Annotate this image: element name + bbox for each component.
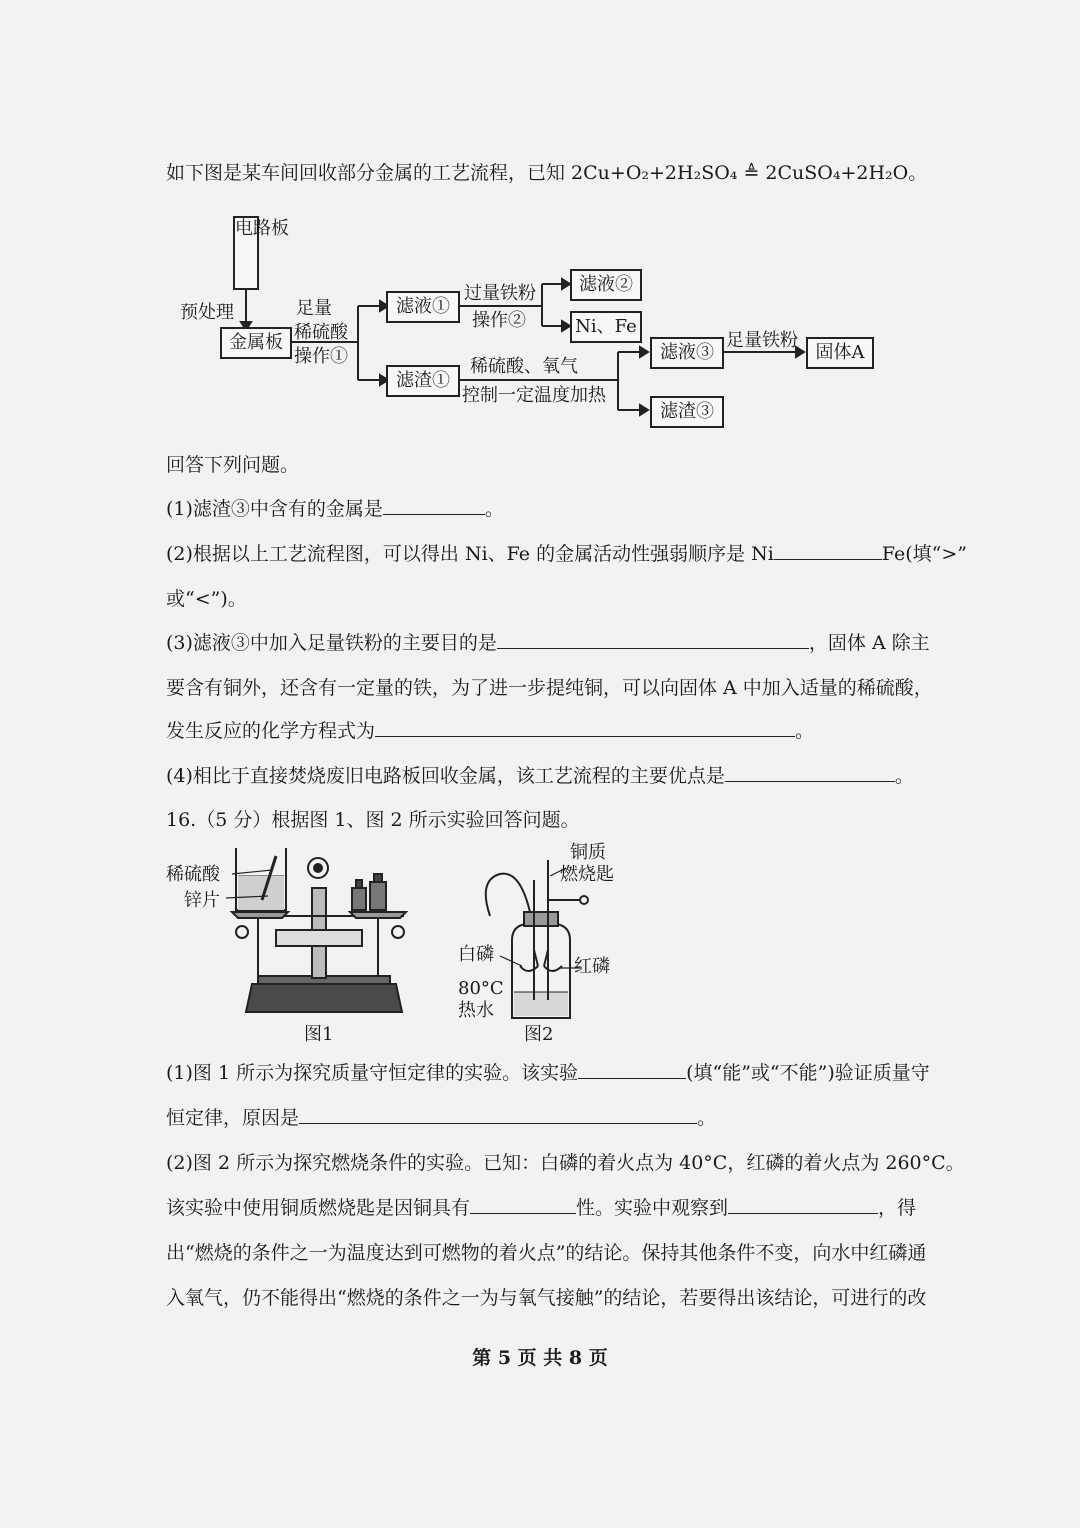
question-2-line2: 或“<”)。 [166, 588, 247, 610]
q1-text: (1)滤渣③中含有的金属是 [166, 498, 383, 520]
fig2-water-label: 热水 [458, 1000, 494, 1021]
intro-text: 如下图是某车间回收部分金属的工艺流程，已知 2Cu+O₂+2H₂SO₄ ≜ 2CuSO₄+2H₂O。 [166, 162, 928, 184]
q1-end: 。 [484, 498, 504, 520]
page-footer: 第 5 页 共 8 页 [472, 1347, 608, 1369]
p1-line2-text: 恒定律，原因是 [166, 1107, 300, 1129]
step2-op-label: 操作② [472, 310, 526, 331]
part-2-line3: 出“燃烧的条件之一为温度达到可燃物的着火点”的结论。保持其他条件不变，向水中红磷通 [166, 1242, 927, 1264]
filtrate2-box: 滤液② [570, 269, 642, 301]
step1-op-label: 操作① [294, 346, 348, 367]
step1-reagent2-label: 稀硫酸 [294, 322, 348, 343]
p2-blank-2[interactable] [728, 1195, 878, 1214]
step3-condition-label: 控制一定温度加热 [462, 385, 606, 406]
p1-text: (1)图 1 所示为探究质量守恒定律的实验。该实验 [166, 1062, 579, 1084]
q3-line3-text: 发生反应的化学方程式为 [166, 720, 376, 742]
step3-reagent-label: 稀硫酸、氧气 [470, 356, 578, 377]
p1-blank-2[interactable] [299, 1105, 697, 1124]
filtrate1-box: 滤液① [386, 291, 460, 323]
circuit-board-box: 电路板 [233, 216, 259, 290]
q4-end: 。 [894, 765, 914, 787]
p1-mid: (填“能”或“不能”)验证质量守 [686, 1062, 930, 1084]
q2-end: Fe(填“>” [881, 543, 967, 565]
part-2-line1: (2)图 2 所示为探究燃烧条件的实验。已知：白磷的着火点为 40°C，红磷的着火点为 260°C。 [166, 1152, 965, 1174]
step2-reagent-label: 过量铁粉 [464, 283, 536, 304]
fig1-zinc-label: 锌片 [184, 890, 220, 911]
part-2-line2 [166, 1195, 956, 1221]
p2-line2b: 性。实验中观察到 [576, 1197, 729, 1219]
pretreat-label: 预处理 [180, 302, 234, 323]
fig2-red-phosphorus-label: 红磷 [574, 956, 610, 977]
fig2-temp-label: 80°C [458, 978, 504, 999]
step1-reagent-label: 足量 [296, 298, 332, 319]
p2-blank-1[interactable] [470, 1195, 576, 1214]
p2-line2a: 该实验中使用铜质燃烧匙是因铜具有 [166, 1197, 471, 1219]
fig1-acid-label: 稀硫酸 [166, 864, 220, 885]
q4-text: (4)相比于直接焚烧废旧电路板回收金属，该工艺流程的主要优点是 [166, 765, 725, 787]
fig1-caption: 图1 [304, 1024, 334, 1045]
step4-reagent-label: 足量铁粉 [726, 330, 798, 351]
p2-line2c: ，得 [878, 1197, 917, 1219]
fig2-white-phosphorus-label: 白磷 [458, 944, 494, 965]
fig2-caption: 图2 [524, 1024, 554, 1045]
q3-end: 。 [795, 720, 815, 742]
q3-mid: ，固体 A 除主 [808, 632, 930, 654]
answer-prompt: 回答下列问题。 [166, 454, 300, 476]
residue1-box: 滤渣① [386, 365, 460, 397]
question-3-line2: 要含有铜外，还含有一定量的铁，为了进一步提纯铜，可以向固体 A 中加入适量的稀硫酸， [166, 677, 933, 699]
part-2-line4: 入氧气，仍不能得出“燃烧的条件之一为与氧气接触”的结论，若要得出该结论，可进行的改 [166, 1287, 927, 1309]
ni-fe-box: Ni、Fe [570, 311, 642, 343]
p1-end: 。 [697, 1107, 717, 1129]
solid-a-box: 固体A [806, 337, 874, 369]
q3-text: (3)滤液③中加入足量铁粉的主要目的是 [166, 632, 497, 654]
q2-text: (2)根据以上工艺流程图，可以得出 Ni、Fe 的金属活动性强弱顺序是 Ni [166, 543, 774, 565]
p1-blank-1[interactable] [578, 1060, 686, 1079]
question-16-title: 16.（5 分）根据图 1、图 2 所示实验回答问题。 [166, 809, 580, 831]
filtrate3-box: 滤液③ [650, 337, 724, 369]
residue3-box: 滤渣③ [650, 396, 724, 428]
metal-plate-box: 金属板 [220, 327, 292, 359]
fig2-spoon-label: 铜质 [570, 842, 606, 863]
part-1-line2 [166, 1105, 956, 1131]
part-1 [166, 1060, 956, 1086]
fig2-spoon2-label: 燃烧匙 [560, 864, 614, 885]
